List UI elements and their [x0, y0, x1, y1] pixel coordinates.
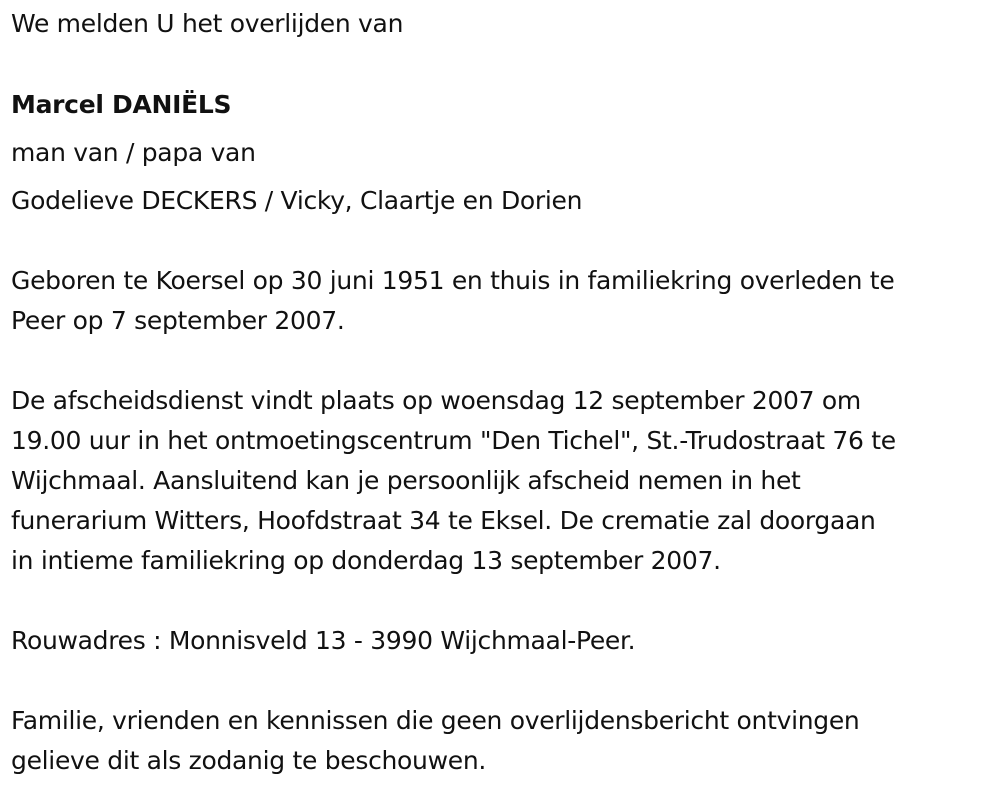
closing-line-2: gelieve dit als zodanig te beschouwen.: [11, 746, 487, 775]
deceased-name: Marcel DANIËLS: [11, 90, 232, 119]
address-text: Rouwadres : Monnisveld 13 - 3990 Wijchmaal-Peer.: [11, 626, 636, 655]
ceremony-line-2: 19.00 uur in het ontmoetingscentrum "Den Tichel", St.-Trudostraat 76 te: [11, 426, 896, 455]
birth-death-line-1: Geboren te Koersel op 30 juni 1951 en thuis in familiekring overleden te: [11, 266, 895, 295]
birth-death-line-2: Peer op 7 september 2007.: [11, 306, 345, 335]
ceremony-line-5: in intieme familiekring op donderdag 13 september 2007.: [11, 546, 721, 575]
relation-text: man van / papa van: [11, 138, 256, 167]
relatives-text: Godelieve DECKERS / Vicky, Claartje en Dorien: [11, 186, 583, 215]
ceremony-line-1: De afscheidsdienst vindt plaats op woensdag 12 september 2007 om: [11, 386, 861, 415]
intro-text: We melden U het overlijden van: [11, 9, 404, 38]
ceremony-line-3: Wijchmaal. Aansluitend kan je persoonlijk afscheid nemen in het: [11, 466, 801, 495]
closing-line-1: Familie, vrienden en kennissen die geen overlijdensbericht ontvingen: [11, 706, 860, 735]
ceremony-line-4: funerarium Witters, Hoofdstraat 34 te Eksel. De crematie zal doorgaan: [11, 506, 876, 535]
